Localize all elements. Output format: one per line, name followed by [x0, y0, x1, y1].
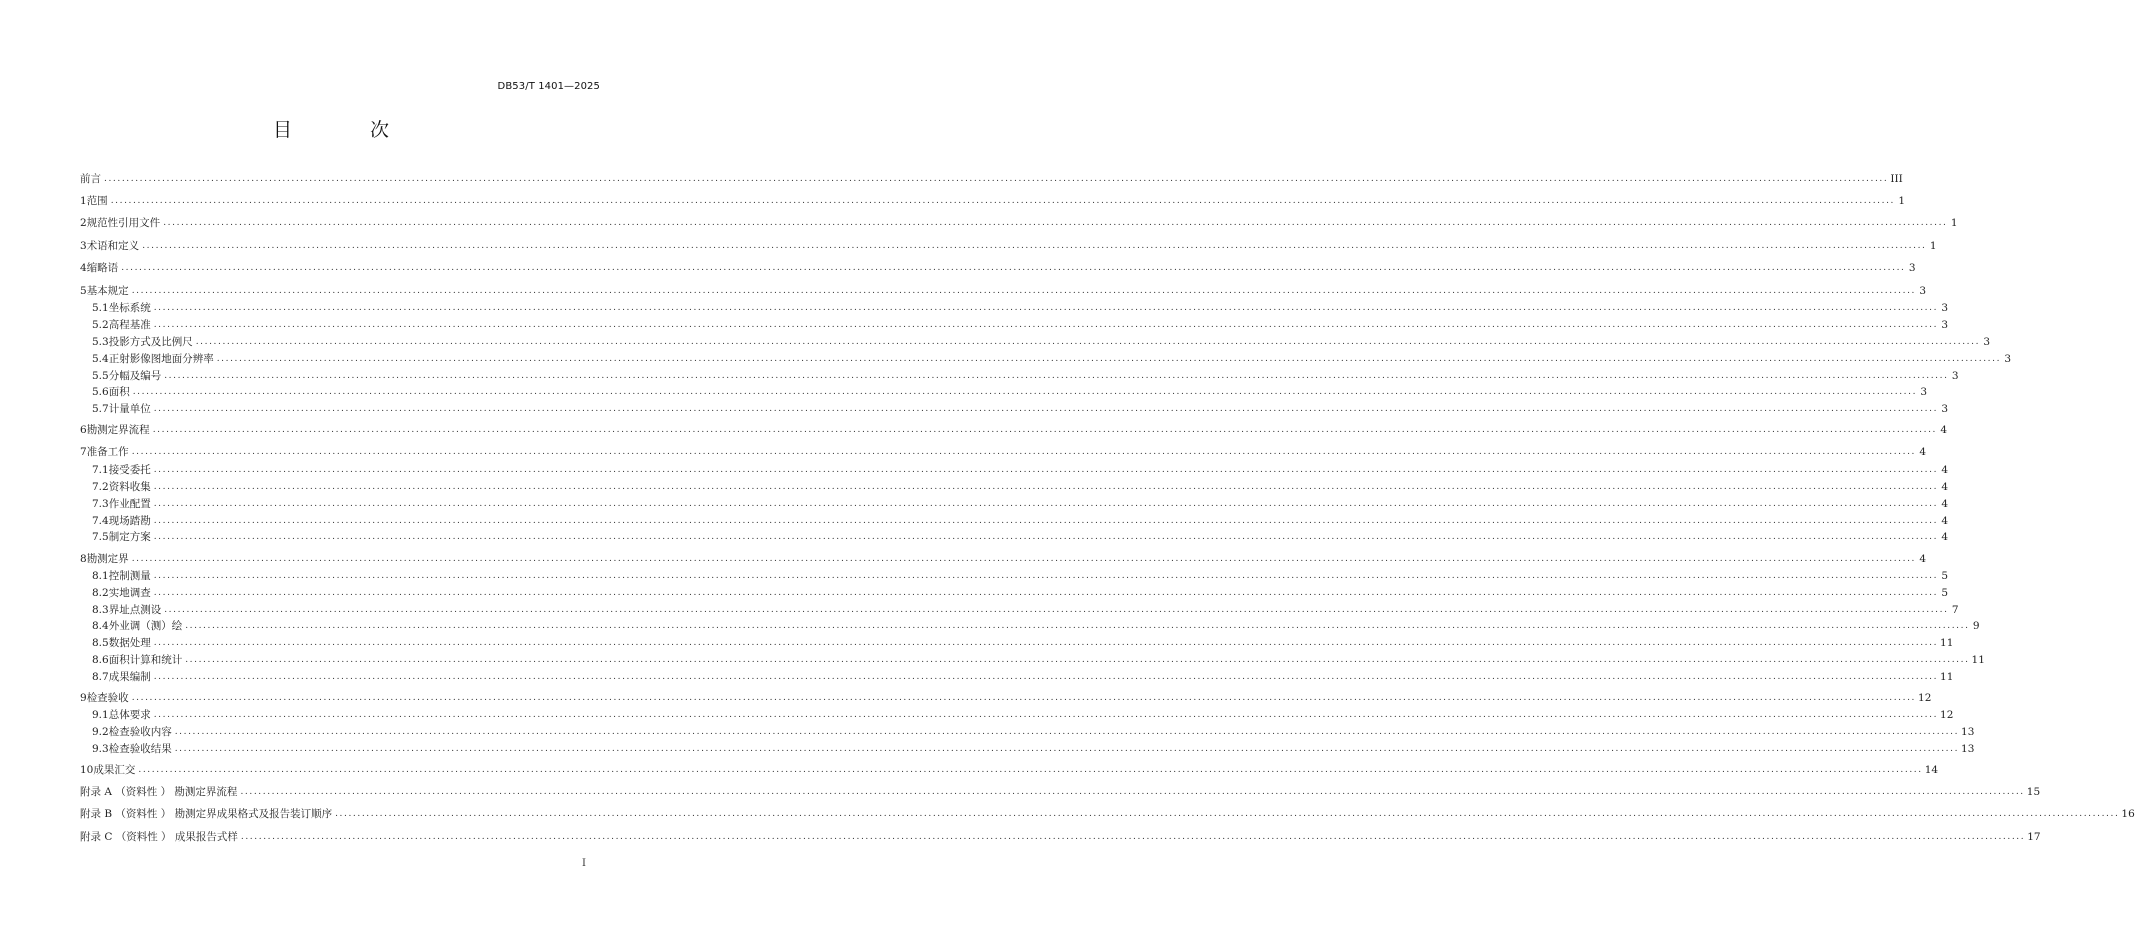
toc-entry-page: 13 — [1961, 726, 1975, 738]
toc-entry-title: 附录 C （资料性 ） 成果报告式样 — [80, 831, 238, 843]
toc-entry-number: 7.4 — [92, 515, 109, 527]
toc-entry-title: 勘测定界流程 — [86, 424, 150, 436]
toc-entry-page: 13 — [1961, 743, 1975, 755]
toc-leader-dots: ................................................................................................................................................................................................................................................................................................................................................................................................................ — [185, 621, 1970, 631]
toc-leader-dots: ................................................................................................................................................................................................................................................................................................................................................................................................................ — [132, 387, 1918, 397]
toc-entry-page: 14 — [1924, 764, 1939, 776]
toc-entry-number: 9.2 — [92, 726, 109, 738]
toc-entry[interactable] — [80, 706, 1954, 722]
toc-entry[interactable] — [80, 443, 1927, 459]
toc-entry-page: 16 — [2121, 808, 2135, 820]
toc-entry-number: 7 — [80, 446, 87, 458]
toc-entry-page: 12 — [1918, 692, 1932, 704]
toc-entry-title: 计量单位 — [108, 403, 151, 415]
toc-entry-page: 3 — [1983, 336, 1991, 348]
toc-leader-dots: ................................................................................................................................................................................................................................................................................................................................................................................................................ — [153, 710, 1939, 720]
toc-leader-dots: ................................................................................................................................................................................................................................................................................................................................................................................................................ — [131, 693, 1917, 703]
toc-entry-number: 8.7 — [92, 671, 109, 683]
toc-entry[interactable] — [80, 214, 1958, 230]
toc-entry-page: 4 — [1919, 446, 1927, 458]
toc-leader-dots: ................................................................................................................................................................................................................................................................................................................................................................................................................ — [153, 588, 1939, 598]
toc-leader-dots: ................................................................................................................................................................................................................................................................................................................................................................................................................ — [153, 303, 1939, 313]
toc-entry[interactable] — [80, 282, 1927, 298]
toc-entry-page: 7 — [1951, 604, 1959, 616]
toc-entry-title: 成果编制 — [108, 671, 151, 683]
toc-entry-title: 基本规定 — [86, 285, 129, 297]
toc-leader-dots: ................................................................................................................................................................................................................................................................................................................................................................................................................ — [131, 554, 1917, 564]
toc-entry-page: 15 — [2026, 786, 2041, 798]
toc-entry[interactable] — [80, 170, 1903, 186]
toc-entry-page: 1 — [1929, 240, 1937, 252]
toc-leader-dots: ................................................................................................................................................................................................................................................................................................................................................................................................................ — [131, 447, 1917, 457]
toc-entry-number: 4 — [80, 262, 87, 274]
toc-entry-title: 总体要求 — [108, 709, 151, 721]
toc-entry-title: 分幅及编号 — [108, 370, 162, 382]
toc-entry[interactable] — [80, 550, 1927, 566]
toc-entry[interactable] — [80, 512, 1949, 528]
toc-entry-page: 3 — [1941, 403, 1949, 415]
toc-entry-page: 3 — [2004, 353, 2012, 365]
toc-leader-dots: ................................................................................................................................................................................................................................................................................................................................................................................................................ — [164, 371, 1949, 381]
toc-entry-number: 7.3 — [92, 498, 109, 510]
toc-entry-page: 17 — [2027, 831, 2041, 843]
toc-entry-page: 5 — [1941, 587, 1949, 599]
toc-leader-dots: ................................................................................................................................................................................................................................................................................................................................................................................................................ — [153, 532, 1939, 542]
toc-entry-page: 3 — [1951, 370, 1959, 382]
toc-entry-number: 1 — [80, 195, 87, 207]
toc-entry-title: 面积计算和统计 — [108, 654, 183, 666]
toc-leader-dots: ................................................................................................................................................................................................................................................................................................................................................................................................................ — [335, 809, 2120, 819]
toc-entry[interactable] — [80, 761, 1939, 777]
toc-entry[interactable] — [80, 400, 1949, 416]
toc-entry[interactable] — [80, 237, 1937, 253]
toc-entry-number: 5.5 — [92, 370, 109, 382]
toc-entry-number: 5.4 — [92, 353, 109, 365]
toc-entry-page: 4 — [1941, 515, 1949, 527]
toc-entry[interactable] — [80, 192, 1906, 208]
toc-entry-title: 附录 A （资料性 ） 勘测定界流程 — [80, 786, 238, 798]
toc-entry-title: 现场踏勘 — [108, 515, 151, 527]
toc-entry[interactable] — [80, 634, 1954, 650]
toc-entry[interactable] — [80, 478, 1949, 494]
toc-leader-dots: ................................................................................................................................................................................................................................................................................................................................................................................................................ — [153, 638, 1939, 648]
toc-leader-dots: ................................................................................................................................................................................................................................................................................................................................................................................................................ — [174, 727, 1960, 737]
toc-leader-dots: ................................................................................................................................................................................................................................................................................................................................................................................................................ — [152, 425, 1938, 435]
toc-entry-number: 8 — [80, 553, 87, 565]
toc-entry-title: 作业配置 — [108, 498, 151, 510]
toc-leader-dots: ................................................................................................................................................................................................................................................................................................................................................................................................................ — [153, 499, 1939, 509]
toc-entry-page: 11 — [1940, 671, 1954, 683]
toc-entry-page: III — [1890, 173, 1903, 185]
toc-entry-page: 5 — [1941, 570, 1949, 582]
toc-leader-dots: ................................................................................................................................................................................................................................................................................................................................................................................................................ — [142, 241, 1927, 251]
toc-entry-number: 7.1 — [92, 464, 109, 476]
toc-entry[interactable] — [80, 461, 1949, 477]
toc-entry-title: 界址点测设 — [108, 604, 162, 616]
toc-entry-page: 11 — [1940, 637, 1954, 649]
toc-entry-number: 8.4 — [92, 620, 109, 632]
toc-entry[interactable] — [80, 805, 2135, 821]
toc-entry[interactable] — [80, 584, 1949, 600]
toc-entry-number: 9.3 — [92, 743, 109, 755]
toc-entry-title: 附录 B （资料性 ） 勘测定界成果格式及报告装订顺序 — [80, 808, 333, 820]
toc-entry-page: 3 — [1908, 262, 1916, 274]
toc-entry[interactable] — [80, 617, 1980, 633]
toc-leader-dots: ................................................................................................................................................................................................................................................................................................................................................................................................................ — [216, 354, 2002, 364]
toc-entry[interactable] — [80, 259, 1916, 275]
toc-entry-number: 5.6 — [92, 386, 109, 398]
page-number: I — [582, 858, 586, 869]
toc-entry-title: 规范性引用文件 — [86, 217, 161, 229]
toc-entry-title: 检查验收内容 — [108, 726, 172, 738]
toc-entry-number: 5.1 — [92, 302, 109, 314]
toc-leader-dots: ................................................................................................................................................................................................................................................................................................................................................................................................................ — [153, 465, 1939, 475]
toc-entry-page: 3 — [1919, 285, 1927, 297]
toc-entry-number: 7.5 — [92, 531, 109, 543]
toc-entry-title: 检查验收 — [86, 692, 129, 704]
toc-entry-title: 资料收集 — [108, 481, 151, 493]
toc-leader-dots: ................................................................................................................................................................................................................................................................................................................................................................................................................ — [110, 196, 1896, 206]
toc-entry[interactable] — [80, 383, 1928, 399]
toc-entry-number: 6 — [80, 424, 87, 436]
toc-entry-title: 外业调（测）绘 — [108, 620, 183, 632]
toc-entry[interactable] — [80, 421, 1948, 437]
toc-leader-dots: ................................................................................................................................................................................................................................................................................................................................................................................................................ — [240, 832, 2026, 842]
toc-entry-number: 3 — [80, 240, 87, 252]
toc-entry-page: 3 — [1941, 319, 1949, 331]
toc-entry-page: 1 — [1898, 195, 1906, 207]
toc-entry-page: 3 — [1920, 386, 1928, 398]
toc-entry[interactable] — [80, 651, 1985, 667]
toc-entry-title: 坐标系统 — [108, 302, 151, 314]
toc-entry-number: 8.1 — [92, 570, 109, 582]
toc-entry-title: 术语和定义 — [86, 240, 140, 252]
toc-entry[interactable] — [80, 828, 2041, 844]
toc-leader-dots: ................................................................................................................................................................................................................................................................................................................................................................................................................ — [153, 482, 1939, 492]
toc-entry-page: 1 — [1950, 217, 1958, 229]
toc-leader-dots: ................................................................................................................................................................................................................................................................................................................................................................................................................ — [164, 605, 1949, 615]
toc-entry-number: 5 — [80, 285, 87, 297]
toc-entry[interactable] — [80, 723, 1975, 739]
toc-leader-dots: ................................................................................................................................................................................................................................................................................................................................................................................................................ — [174, 744, 1960, 754]
toc-entry-title: 数据处理 — [108, 637, 151, 649]
toc-entry[interactable] — [80, 601, 1959, 617]
toc-entry-number: 8.3 — [92, 604, 109, 616]
toc-leader-dots: ................................................................................................................................................................................................................................................................................................................................................................................................................ — [153, 404, 1939, 414]
toc-entry[interactable] — [80, 783, 2041, 799]
toc-entry[interactable] — [80, 350, 2012, 366]
toc-entry[interactable] — [80, 316, 1949, 332]
toc-entry-title: 检查验收结果 — [108, 743, 172, 755]
toc-entry-page: 11 — [1971, 654, 1985, 666]
toc-entry-title: 勘测定界 — [86, 553, 129, 565]
toc-entry-page: 12 — [1940, 709, 1954, 721]
toc-entry-number: 10 — [80, 764, 94, 776]
toc-entry-page: 4 — [1919, 553, 1927, 565]
toc-entry[interactable] — [80, 567, 1949, 583]
toc-entry-number: 9.1 — [92, 709, 109, 721]
toc-leader-dots: ................................................................................................................................................................................................................................................................................................................................................................................................................ — [240, 787, 2025, 797]
toc-entry-page: 4 — [1940, 424, 1948, 436]
toc-entry-number: 7.2 — [92, 481, 109, 493]
toc-leader-dots: ................................................................................................................................................................................................................................................................................................................................................................................................................ — [131, 286, 1917, 296]
toc-entry-title: 接受委托 — [108, 464, 151, 476]
toc-entry-title: 控制测量 — [108, 570, 151, 582]
toc-entry-title: 制定方案 — [108, 531, 151, 543]
toc-leader-dots: ................................................................................................................................................................................................................................................................................................................................................................................................................ — [138, 765, 1923, 775]
toc-entry-number: 5.7 — [92, 403, 109, 415]
toc-entry-page: 3 — [1941, 302, 1949, 314]
toc-leader-dots: ................................................................................................................................................................................................................................................................................................................................................................................................................ — [104, 174, 1889, 184]
toc-entry[interactable] — [80, 528, 1949, 544]
toc-entry[interactable] — [80, 740, 1975, 756]
toc-entry-page: 4 — [1941, 498, 1949, 510]
toc-entry-number: 8.6 — [92, 654, 109, 666]
page-title: 目 次 — [272, 119, 426, 141]
toc-entry[interactable] — [80, 495, 1949, 511]
toc-leader-dots: ................................................................................................................................................................................................................................................................................................................................................................................................................ — [195, 337, 1981, 347]
toc-entry-number: 5.2 — [92, 319, 109, 331]
toc-entry-number: 5.3 — [92, 336, 109, 348]
toc-entry-page: 4 — [1941, 464, 1949, 476]
toc-entry[interactable] — [80, 299, 1949, 315]
toc-entry[interactable] — [80, 668, 1954, 684]
toc-entry-title: 实地调查 — [108, 587, 151, 599]
toc-entry[interactable] — [80, 367, 1959, 383]
toc-entry-page: 4 — [1941, 481, 1949, 493]
toc-entry-number: 9 — [80, 692, 87, 704]
toc-entry-number: 8.2 — [92, 587, 109, 599]
toc-entry-title: 投影方式及比例尺 — [108, 336, 193, 348]
toc-entry-title: 成果汇交 — [93, 764, 136, 776]
toc-entry-page: 4 — [1941, 531, 1949, 543]
toc-entry-page: 9 — [1972, 620, 1980, 632]
toc-leader-dots: ................................................................................................................................................................................................................................................................................................................................................................................................................ — [121, 263, 1906, 273]
toc-entry-title: 范围 — [86, 195, 108, 207]
toc-leader-dots: ................................................................................................................................................................................................................................................................................................................................................................................................................ — [153, 672, 1939, 682]
toc-entry-title: 缩略语 — [86, 262, 119, 274]
toc-leader-dots: ................................................................................................................................................................................................................................................................................................................................................................................................................ — [153, 571, 1939, 581]
toc-entry-number: 2 — [80, 217, 87, 229]
toc-entry-title: 前言 — [80, 173, 101, 185]
toc-leader-dots: ................................................................................................................................................................................................................................................................................................................................................................................................................ — [185, 655, 1970, 665]
toc-leader-dots: ................................................................................................................................................................................................................................................................................................................................................................................................................ — [153, 320, 1939, 330]
toc-entry[interactable] — [80, 333, 1991, 349]
toc-entry[interactable] — [80, 689, 1932, 705]
toc-entry-title: 面积 — [108, 386, 130, 398]
toc-leader-dots: ................................................................................................................................................................................................................................................................................................................................................................................................................ — [163, 218, 1948, 228]
document-code: DB53/T 1401—2025 — [497, 81, 600, 92]
toc-entry-title: 正射影像图地面分辨率 — [108, 353, 214, 365]
toc-entry-title: 高程基准 — [108, 319, 151, 331]
toc-entry-title: 准备工作 — [86, 446, 129, 458]
toc-leader-dots: ................................................................................................................................................................................................................................................................................................................................................................................................................ — [153, 516, 1939, 526]
toc-entry-number: 8.5 — [92, 637, 109, 649]
